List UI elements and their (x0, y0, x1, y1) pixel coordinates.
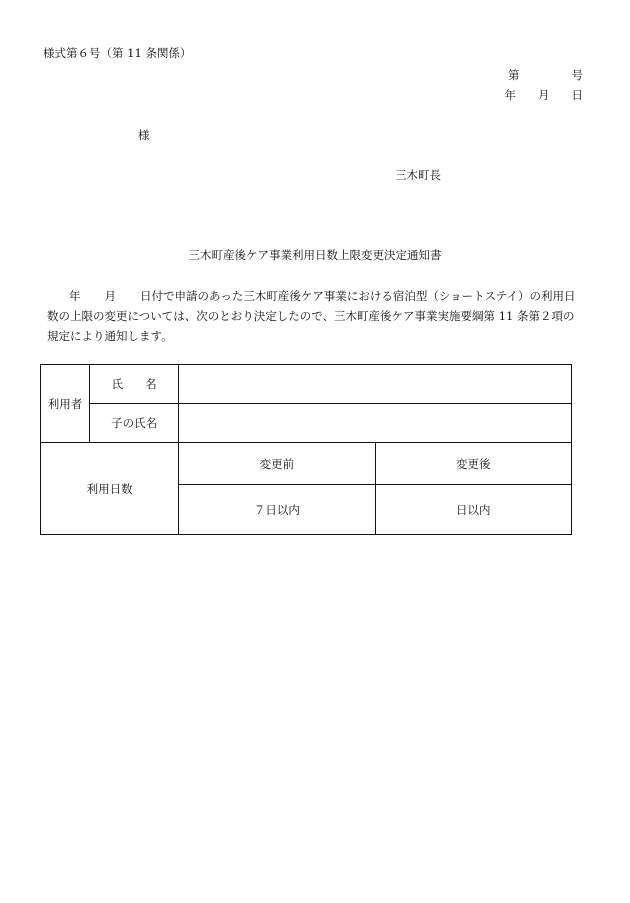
issuer-name: 三木町長 (395, 168, 441, 182)
body-paragraph (47, 286, 584, 346)
name-label-part: 氏 (111, 377, 124, 391)
name-label-part: 名 (145, 377, 157, 391)
document-title: 三木町産後ケア事業利用日数上限変更決定通知書 (188, 248, 442, 262)
table-row (41, 365, 572, 404)
date-month: 月 (538, 88, 550, 102)
usage-days-label: 利用日数 (41, 443, 179, 535)
before-change-value: ７日以内 (179, 485, 375, 535)
body-year: 年 (69, 289, 81, 303)
addressee-honorific: 様 (138, 128, 150, 142)
body-text: 日付で申請のあった三木町産後ケア事業における宿泊型（ショートステイ）の利用日数の上限の変更については、次のとおり決定したので、三木町産後ケア事業実施要綱第 11 条第２項の規定により通知します。 (47, 289, 576, 343)
document-date-line (505, 88, 584, 102)
after-change-header: 変更後 (375, 443, 571, 485)
date-day: 日 (571, 88, 583, 102)
before-change-header: 変更前 (179, 443, 375, 485)
doc-number-prefix: 第 (508, 68, 520, 82)
form-number: 様式第６号（第 11 条関係） (43, 46, 192, 60)
name-label (90, 365, 179, 404)
child-name-value-field[interactable] (179, 404, 572, 443)
table-row (41, 404, 572, 443)
usage-days-table (40, 364, 572, 535)
doc-number-suffix: 号 (571, 68, 583, 82)
body-month: 月 (104, 289, 116, 303)
table-row (41, 443, 572, 485)
child-name-label: 子の氏名 (90, 404, 179, 443)
document-number-line (508, 68, 583, 82)
date-year: 年 (504, 88, 516, 102)
user-label: 利用者 (41, 365, 90, 443)
after-change-value[interactable]: 日以内 (375, 485, 571, 535)
name-value-field[interactable] (179, 365, 572, 404)
